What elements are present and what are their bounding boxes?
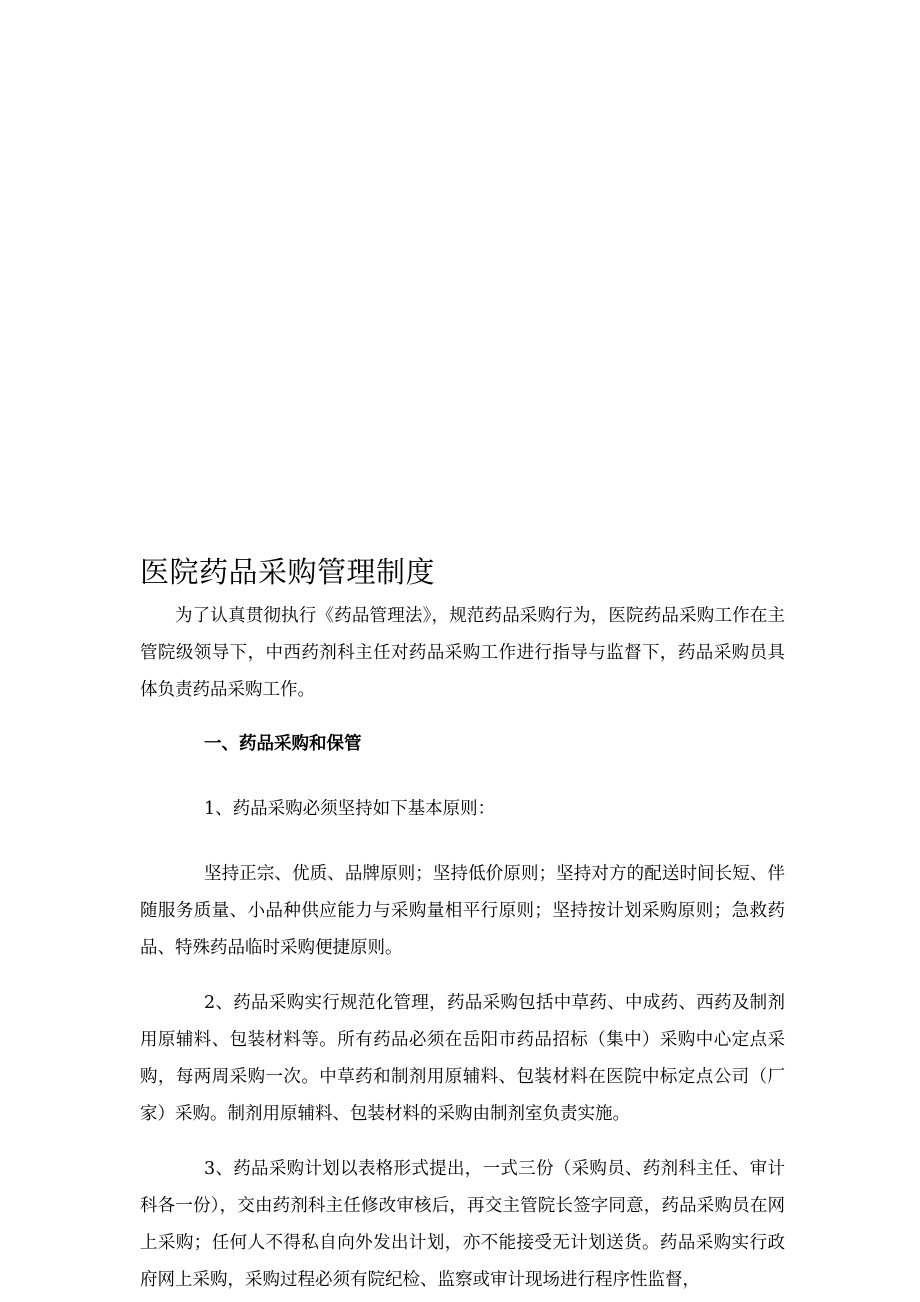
intro-paragraph: 为了认真贯彻执行《药品管理法》，规范药品采购行为，医院药品采购工作在主管院级领导下，中西药剂科主任对药品采购工作进行指导与监督下，药品采购员具体负责药品采购工作。 bbox=[140, 606, 785, 700]
document-title: 医院药品采购管理制度 bbox=[140, 555, 436, 589]
item-1-heading: 1、药品采购必须坚持如下基本原则： bbox=[204, 799, 496, 819]
item-3-paragraph: 3、药品采购计划以表格形式提出，一式三份（采购员、药剂科主任、审计科各一份），交由药剂科主任修改审核后，再交主管院长签字同意，药品采购员在网上采购；任何人不得私自向外发出计划，亦不能接受无计划送货。药品采购实行政府网上采购，采购过程必须有院纪检、监察或审计现场进行程序性监督， bbox=[140, 1159, 785, 1290]
item-2-paragraph: 2、药品采购实行规范化管理，药品采购包括中草药、中成药、西药及制剂用原辅料、包装材料等。所有药品必须在岳阳市药品招标（集中）采购中心定点采购，每两周采购一次。中草药和制剂用原辅料、包装材料在医院中标定点公司（厂家）采购。制剂用原辅料、包装材料的采购由制剂室负责实施。 bbox=[140, 993, 785, 1124]
section-heading: 一、药品采购和保管 bbox=[204, 734, 362, 754]
item-1-body: 坚持正宗、优质、品牌原则；坚持低价原则；坚持对方的配送时间长短、伴随服务质量、小品种供应能力与采购量相平行原则；坚持按计划采购原则；急救药品、特殊药品临时采购便捷原则。 bbox=[140, 864, 785, 958]
